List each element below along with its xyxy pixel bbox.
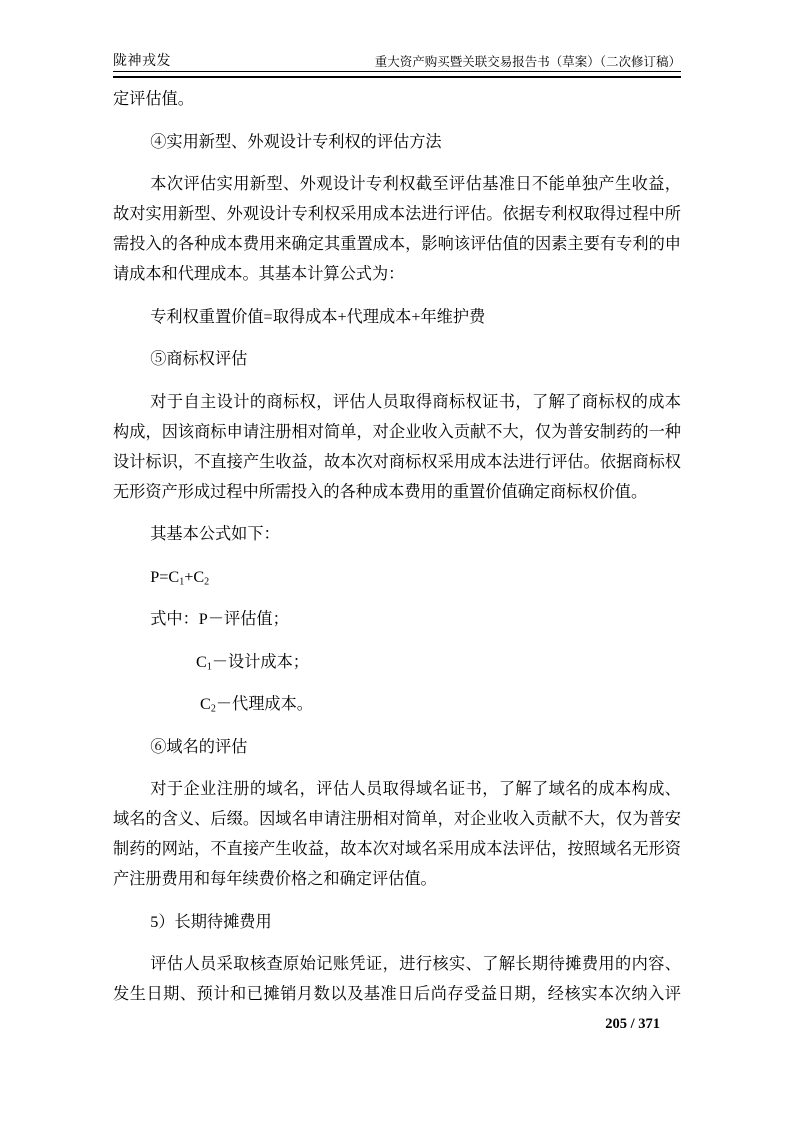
legend-definition: －设计成本； bbox=[211, 652, 309, 671]
formula-subscript-2: 2 bbox=[204, 576, 210, 587]
heading-longterm-deferred-expenses: 5）长期待摊费用 bbox=[150, 912, 272, 931]
formula-term: +C bbox=[184, 567, 205, 586]
formula-trademark-value bbox=[113, 562, 681, 592]
formula-subscript-1: 1 bbox=[179, 576, 185, 587]
heading-domain-valuation: ⑥域名的评估 bbox=[150, 737, 248, 756]
formula-term: P=C bbox=[150, 567, 180, 586]
legend-term: C bbox=[196, 652, 207, 671]
header-rule-thin bbox=[113, 71, 681, 72]
paragraph-formula-intro: 其基本公式如下： bbox=[150, 525, 280, 543]
paragraph-longterm-deferred-expenses: 评估人员采取核查原始记账凭证，进行核实、了解长期待摊费用的内容、发生日期、预计和已摊销月数以及基准日后尚存受益日期，经核实本次纳入评 bbox=[113, 955, 681, 1003]
paragraph-continuation: 定评估值。 bbox=[113, 90, 194, 108]
heading-trademark-valuation: ⑤商标权评估 bbox=[150, 350, 248, 368]
legend-subscript-2: 2 bbox=[210, 703, 216, 715]
page-header bbox=[113, 50, 681, 70]
legend-subscript-1: 1 bbox=[206, 661, 212, 672]
document-body bbox=[113, 84, 681, 1022]
header-company-name: 陇神戎发 bbox=[113, 54, 171, 69]
legend-term: C bbox=[200, 695, 211, 713]
legend-definition: －代理成本。 bbox=[215, 695, 313, 713]
page-number: 205 / 371 bbox=[605, 1016, 660, 1032]
legend-variable-p: 式中：P－评估值； bbox=[150, 610, 289, 628]
paragraph-trademark-valuation: 对于自主设计的商标权，评估人员取得商标权证书，了解了商标权的成本构成，因该商标申请注册相对简单，对企业收入贡献不大，仅为普安制药的一种设计标识，不直接产生收益，故本次对商标权采用成本法进行评估。依据商标权无形资产形成过程中所需投入的各种成本费用的重置价值确定商标权价值。 bbox=[113, 392, 681, 501]
legend-variable-c1 bbox=[113, 647, 681, 677]
paragraph-patent-valuation: 本次评估实用新型、外观设计专利权截至评估基准日不能单独产生收益，故对实用新型、外观设计专利权采用成本法进行评估。依据专利权取得过程中所需投入的各种成本费用来确定其重置成本，影响该评估值的因素主要有专利的申请成本和代理成本。其基本计算公式为： bbox=[113, 175, 681, 283]
header-report-title: 重大资产购买暨关联交易报告书（草案）（二次修订稿） bbox=[374, 55, 681, 69]
formula-patent-replacement-value: 专利权重置价值=取得成本+代理成本+年维护费 bbox=[150, 307, 486, 326]
heading-patent-valuation-method: ④实用新型、外观设计专利权的评估方法 bbox=[150, 132, 442, 151]
legend-variable-c2 bbox=[113, 689, 681, 719]
header-rule-thick bbox=[113, 76, 681, 78]
paragraph-domain-valuation: 对于企业注册的域名，评估人员取得域名证书，了解了域名的成本构成、域名的含义、后缀。因域名申请注册相对简单，对企业收入贡献不大，仅为普安制药的网站，不直接产生收益，故本次对域名采用成本法评估，按照域名无形资产注册费用和每年续费价格之和确定评估值。 bbox=[113, 780, 681, 888]
